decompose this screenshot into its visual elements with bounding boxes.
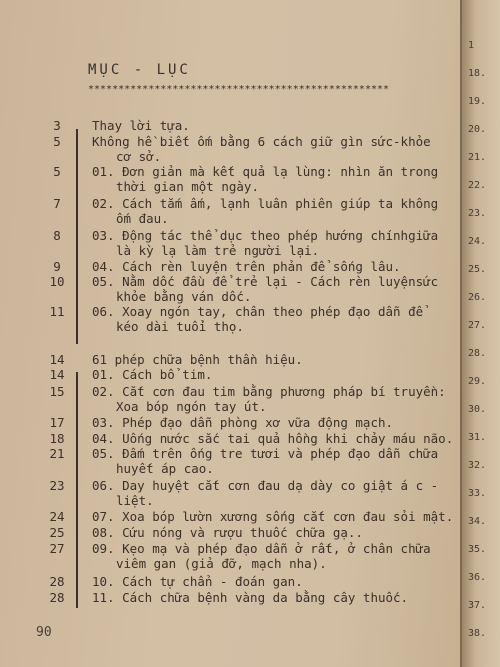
toc-entry-page: 10: [49, 274, 65, 289]
toc-entry-text: [92, 509, 454, 524]
toc-entry-page: 24: [49, 509, 65, 524]
right-page-fragment: 18.: [468, 68, 487, 79]
toc-entry-line: 03. Phép đạo dẫn phòng xơ vữa động mạch.: [92, 415, 394, 430]
toc-entry-text: [92, 590, 454, 605]
toc-entry-page: 28: [49, 590, 65, 605]
toc-entry-text: [92, 352, 454, 367]
toc-entry-text: [92, 304, 454, 334]
toc-entry-page: 11: [49, 304, 65, 319]
toc-entry-line: 06. Xoay ngón tay, chân theo phép đạo dẫn để: [92, 304, 424, 319]
toc-entry-line: 02. Cách tắm ấm, lạnh luân phiên giúp ta không: [92, 196, 439, 211]
page-title: MỤC - LỤC: [88, 62, 191, 78]
toc-entry-text: [92, 274, 454, 304]
right-page-fragment: 19.: [468, 96, 487, 107]
toc-entry-page: 8: [53, 228, 61, 243]
toc-entry-text: [92, 118, 454, 133]
toc-entry-line: Không hề biết ốm bằng 6 cách giữ gìn sức-khỏe: [92, 134, 431, 149]
toc-entry-page: 3: [53, 118, 61, 133]
right-page-fragment: 32.: [468, 460, 487, 471]
toc-entry-text: [92, 259, 454, 274]
toc-entry-line: 04. Uống nước sắc tai quả hồng khi chảy máu não.: [92, 431, 454, 446]
toc-entry-line: 11. Cách chữa bệnh vàng da bằng cây thuốc.: [92, 590, 409, 605]
toc-entry-text: [92, 384, 454, 414]
right-page-fragment: 36.: [468, 572, 487, 583]
page-number: 90: [36, 625, 52, 640]
right-page-fragment: 27.: [468, 320, 487, 331]
right-page-fragment: 34.: [468, 516, 487, 527]
toc-entry-text: [92, 541, 454, 571]
toc-entry-text: [92, 196, 454, 226]
right-page-fragment: 20.: [468, 124, 487, 135]
toc-entry-line: 08. Cứu nóng và rượu thuốc chữa gạ..: [92, 525, 363, 540]
toc-entry-page: 9: [53, 259, 61, 274]
toc-entry-text: [92, 446, 454, 476]
toc-entry-page: 5: [53, 164, 61, 179]
toc-entry-page: 5: [53, 134, 61, 149]
toc-entry-line: 04. Cách rèn luyện trên phản để sống lâu.: [92, 259, 401, 274]
toc-entry-page: 23: [49, 478, 65, 493]
toc-entry-page: 21: [49, 446, 65, 461]
toc-entry-continuation: ốm đau.: [116, 211, 169, 226]
toc-entry-line: 01. Đơn giản mà kết quả lạ lùng: nhìn ăn trong: [92, 164, 439, 179]
toc-entry-text: [92, 415, 454, 430]
margin-rule-bottom: [76, 372, 78, 608]
toc-entry-continuation: thời gian một ngày.: [116, 179, 259, 194]
toc-entry-page: 18: [49, 431, 65, 446]
toc-entry-page: 14: [49, 352, 65, 367]
toc-entry-text: [92, 134, 454, 164]
toc-entry-text: [92, 525, 454, 540]
right-page-fragment: 31.: [468, 432, 487, 443]
toc-entry-page: 15: [49, 384, 65, 399]
toc-entry-continuation: Xoa bóp ngón tay út.: [116, 399, 267, 414]
margin-rule-top: [76, 129, 78, 344]
toc-entry-line: 09. Kẹo mạ và phép đạo dẫn ở rất, ở chân chữa: [92, 541, 431, 556]
toc-entry-page: 27: [49, 541, 65, 556]
toc-entry-text: [92, 574, 454, 589]
right-page-fragment: 28.: [468, 348, 487, 359]
right-page-fragment: 21.: [468, 152, 487, 163]
toc-entry-line: 10. Cách tự chẩn - đoán gan.: [92, 574, 303, 589]
right-page-fragment: 33.: [468, 488, 487, 499]
toc-entry-text: [92, 367, 454, 382]
toc-entry-page: 7: [53, 196, 61, 211]
toc-entry-line: 05. Đấm trên ống tre tươi và phép đạo dẫn chữa: [92, 446, 439, 461]
toc-entry-line: Thay lời tựa.: [92, 118, 190, 133]
toc-entry-line: 61 phép chữa bệnh thần hiệu.: [92, 352, 303, 367]
right-page-fragment: 24.: [468, 236, 487, 247]
toc-entry-continuation: cơ sở.: [116, 149, 162, 164]
toc-entry-page: 14: [49, 367, 65, 382]
toc-entry-page: 17: [49, 415, 65, 430]
toc-entry-line: 01. Cách bổ tim.: [92, 367, 213, 382]
toc-entry-text: [92, 431, 454, 446]
toc-entry-text: [92, 228, 454, 258]
right-page-fragment: 35.: [468, 544, 487, 555]
toc-entry-continuation: kéo dài tuổi thọ.: [116, 319, 244, 334]
right-page-fragment: 38.: [468, 628, 487, 639]
book-page-right-edge: [460, 0, 500, 667]
right-page-fragment: 29.: [468, 376, 487, 387]
right-page-fragment: 1: [468, 40, 475, 51]
title-rule: **************************************************: [88, 84, 390, 95]
right-page-fragment: 25.: [468, 264, 487, 275]
toc-entry-line: 03. Động tác thể dục theo phép hướng chínhgiữa: [92, 228, 439, 243]
toc-entry-page: 28: [49, 574, 65, 589]
toc-entry-continuation: huyết áp cao.: [116, 461, 214, 476]
toc-entry-continuation: là kỳ lạ làm trẻ người lại.: [116, 243, 320, 258]
toc-entry-text: [92, 164, 454, 194]
toc-entry-text: [92, 478, 454, 508]
toc-entry-line: 05. Nằm dốc đầu để trẻ lại - Cách rèn luyệnsức: [92, 274, 439, 289]
right-page-fragment: 37.: [468, 600, 487, 611]
toc-entry-line: 02. Cắt cơn đau tim bằng phương pháp bí truyền:: [92, 384, 446, 399]
right-page-fragment: 22.: [468, 180, 487, 191]
toc-entry-page: 25: [49, 525, 65, 540]
toc-entry-continuation: liệt.: [116, 493, 154, 508]
right-page-fragment: 30.: [468, 404, 487, 415]
right-page-fragment: 26.: [468, 292, 487, 303]
toc-entry-line: 06. Day huyệt cắt cơn đau dạ dày co giật á c -: [92, 478, 439, 493]
toc-entry-line: 07. Xoa bóp lườn xương sống cắt cơn đau sỏi mật.: [92, 509, 454, 524]
toc-entry-continuation: viêm gan (giả đỡ, mạch nha).: [116, 556, 327, 571]
toc-entry-continuation: khỏe bằng ván dốc.: [116, 289, 252, 304]
right-page-fragment: 23.: [468, 208, 487, 219]
